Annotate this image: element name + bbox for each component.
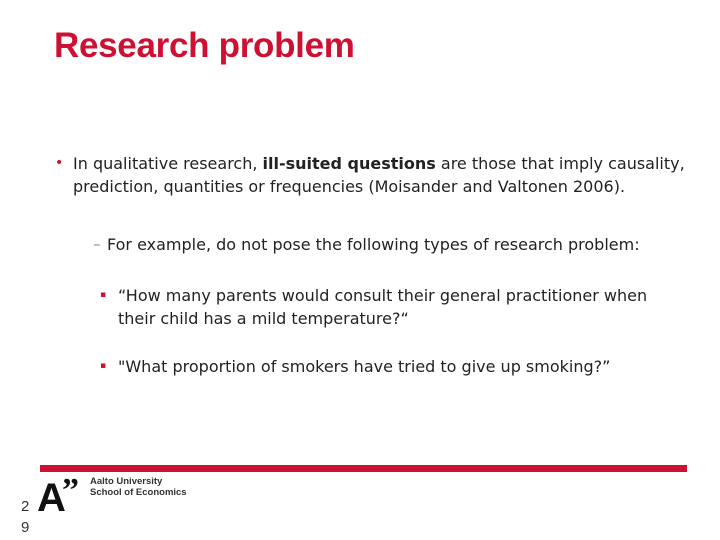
example-question-1 — [100, 284, 680, 330]
bullet-text — [73, 152, 695, 198]
university-line2: School of Economics — [90, 487, 187, 498]
example-text: "What proportion of smokers have tried to give up smoking?” — [118, 357, 611, 376]
university-line1: Aalto University — [90, 476, 163, 487]
aalto-logo-letter: A — [37, 476, 66, 520]
slide-title: Research problem — [54, 26, 355, 65]
square-bullet-icon: ▪ — [100, 361, 107, 371]
slide-number-line2: 9 — [21, 519, 30, 536]
sub-bullet-text: For example, do not pose the following types of research problem: — [107, 235, 640, 254]
aalto-logo-quote: ” — [62, 472, 79, 509]
footer-divider-bar — [40, 465, 687, 472]
bullet-text-before: In qualitative research, — [73, 154, 263, 173]
dash-marker: – — [93, 235, 101, 253]
square-bullet-icon: ▪ — [100, 290, 107, 300]
bullet-level2 — [93, 233, 693, 256]
slide-number — [21, 496, 35, 538]
slide-number-line1: 2 — [21, 498, 30, 515]
bullet-marker: • — [55, 155, 64, 171]
bullet-text-after: are those that imply causality, prediction, quantities or frequencies (Moisander and Valtonen 2006). — [73, 154, 685, 196]
bullet-text-bold: ill-suited questions — [262, 154, 436, 173]
example-text: “How many parents would consult their general practitioner when their child has a mild temperature?“ — [118, 286, 648, 328]
university-name — [90, 476, 187, 498]
bullet-level1 — [55, 152, 695, 198]
example-question-2 — [100, 355, 680, 378]
